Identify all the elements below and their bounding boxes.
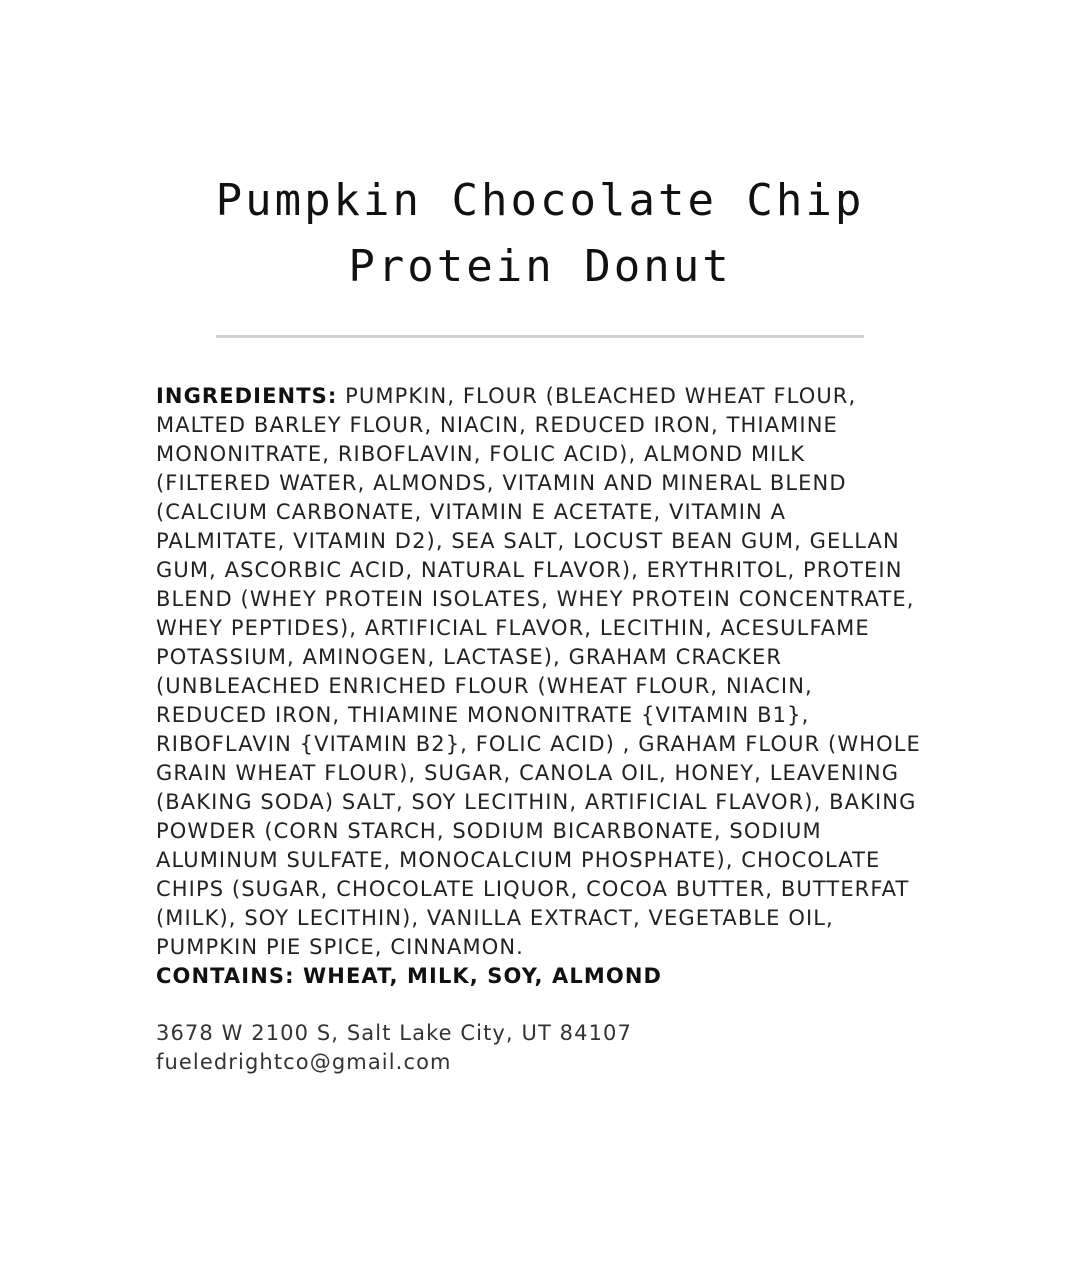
ingredients-line: (FILTERED WATER, ALMONDS, VITAMIN AND MINERAL BLEND <box>156 471 847 495</box>
ingredients-line: RIBOFLAVIN {VITAMIN B2}, FOLIC ACID) , GRAHAM FLOUR (WHOLE <box>156 732 921 756</box>
ingredients-line: WHEY PEPTIDES), ARTIFICIAL FLAVOR, LECITHIN, ACESULFAME <box>156 616 870 640</box>
ingredients-line: (CALCIUM CARBONATE, VITAMIN E ACETATE, VITAMIN A <box>156 500 787 524</box>
ingredients-block <box>156 382 936 991</box>
product-title-line-2: Protein Donut <box>348 241 732 292</box>
product-title-line-1: Pumpkin Chocolate Chip <box>215 175 865 226</box>
ingredients-line: ALUMINUM SULFATE, MONOCALCIUM PHOSPHATE), CHOCOLATE <box>156 848 881 872</box>
allergen-statement: CONTAINS: WHEAT, MILK, SOY, ALMOND <box>156 964 663 988</box>
ingredients-line: GUM, ASCORBIC ACID, NATURAL FLAVOR), ERYTHRITOL, PROTEIN <box>156 558 903 582</box>
business-address: 3678 W 2100 S, Salt Lake City, UT 84107 <box>156 1021 632 1045</box>
ingredients-label: INGREDIENTS: <box>156 384 338 408</box>
contact-email: fueledrightco@gmail.com <box>156 1050 452 1074</box>
ingredients-line: POTASSIUM, AMINOGEN, LACTASE), GRAHAM CRACKER <box>156 645 783 669</box>
ingredients-line: CHIPS (SUGAR, CHOCOLATE LIQUOR, COCOA BUTTER, BUTTERFAT <box>156 877 910 901</box>
contact-block <box>156 1019 632 1077</box>
ingredients-text: PUMPKIN, FLOUR (BLEACHED WHEAT FLOUR, <box>345 384 857 408</box>
ingredients-line: POWDER (CORN STARCH, SODIUM BICARBONATE, SODIUM <box>156 819 822 843</box>
ingredients-line: (UNBLEACHED ENRICHED FLOUR (WHEAT FLOUR, NIACIN, <box>156 674 813 698</box>
ingredients-line: REDUCED IRON, THIAMINE MONONITRATE {VITAMIN B1}, <box>156 703 810 727</box>
ingredients-line: (MILK), SOY LECITHIN), VANILLA EXTRACT, VEGETABLE OIL, <box>156 906 834 930</box>
product-title <box>90 168 990 300</box>
ingredients-line: PALMITATE, VITAMIN D2), SEA SALT, LOCUST BEAN GUM, GELLAN <box>156 529 900 553</box>
ingredients-line: (BAKING SODA) SALT, SOY LECITHIN, ARTIFICIAL FLAVOR), BAKING <box>156 790 917 814</box>
ingredients-line: GRAIN WHEAT FLOUR), SUGAR, CANOLA OIL, HONEY, LEAVENING <box>156 761 900 785</box>
ingredients-line: PUMPKIN PIE SPICE, CINNAMON. <box>156 935 524 959</box>
ingredients-line: MONONITRATE, RIBOFLAVIN, FOLIC ACID), ALMOND MILK <box>156 442 806 466</box>
ingredients-line: BLEND (WHEY PROTEIN ISOLATES, WHEY PROTEIN CONCENTRATE, <box>156 587 915 611</box>
ingredients-line <box>156 382 936 411</box>
title-divider <box>216 335 864 338</box>
ingredients-line: MALTED BARLEY FLOUR, NIACIN, REDUCED IRON, THIAMINE <box>156 413 838 437</box>
